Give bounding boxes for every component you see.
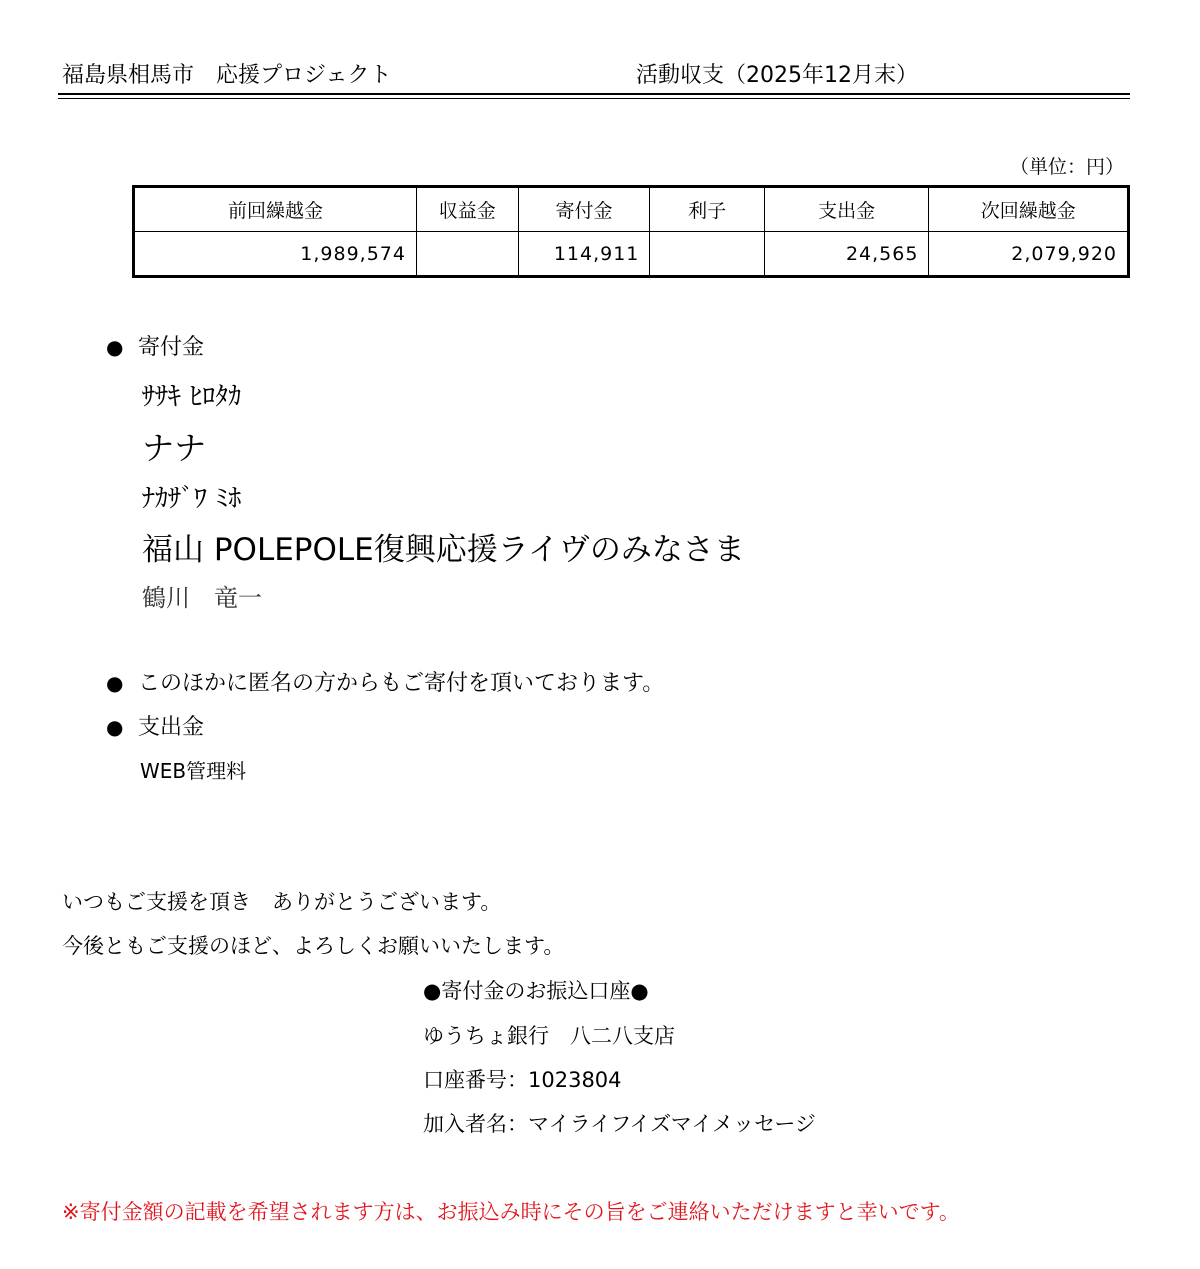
value-donations: 114,911: [518, 232, 650, 277]
period-title: 活動収支（2025年12月末）: [636, 63, 918, 88]
value-interest: [650, 232, 765, 277]
summary-header-row: [134, 187, 1129, 232]
value-expenses: 24,565: [764, 232, 929, 277]
thanks-line: 今後ともご支援のほど、よろしくお願いいたします。: [62, 934, 565, 958]
value-previous-balance: 1,989,574: [134, 232, 417, 277]
expense-item: WEB管理料: [140, 759, 247, 783]
header-rule-thin: [58, 98, 1130, 99]
col-expenses: 支出金: [764, 187, 929, 232]
donor-name: ｻｻｷ ﾋﾛﾀｶ: [142, 382, 242, 412]
account-holder: 加入者名：マイライフイズマイメッセージ: [423, 1112, 816, 1136]
donor-name: ナナ: [142, 429, 207, 467]
summary-value-row: [134, 232, 1129, 277]
header-rule: [58, 93, 1130, 95]
col-donations: 寄付金: [518, 187, 650, 232]
summary-table: [132, 185, 1130, 278]
anonymous-note-text: このほかに匿名の方からもご寄付を頂いております。: [138, 671, 665, 696]
col-previous-balance: 前回繰越金: [134, 187, 417, 232]
account-bank: ゆうちょ銀行 八二八支店: [423, 1024, 675, 1048]
col-revenue: 収益金: [416, 187, 518, 232]
donations-heading-label: 寄付金: [138, 335, 205, 360]
donor-name: 福山 POLEPOLE復興応援ライヴのみなさま: [142, 532, 745, 568]
notice-text: ※寄付金額の記載を希望されます方は、お振込み時にその旨をご連絡いただけますと幸いです。: [62, 1200, 960, 1224]
donor-name: ﾅｶｻﾞﾜ ﾐﾎ: [142, 484, 242, 514]
account-title: ●寄付金のお振込口座●: [423, 979, 649, 1003]
thanks-line: いつもご支援を頂き ありがとうございます。: [62, 890, 502, 914]
donations-heading: [106, 330, 204, 361]
expenses-heading-label: 支出金: [138, 715, 205, 740]
bullet-icon: ●: [106, 671, 124, 695]
col-interest: 利子: [650, 187, 765, 232]
project-title: 福島県相馬市 応援プロジェクト: [62, 63, 392, 88]
bullet-icon: ●: [106, 715, 124, 739]
donor-name: 鶴川 竜一: [142, 584, 262, 612]
unit-label: （単位：円）: [1009, 156, 1124, 178]
expenses-heading: [106, 710, 204, 741]
bullet-icon: ●: [106, 335, 124, 359]
anonymous-note: [106, 666, 664, 697]
col-next-balance: 次回繰越金: [929, 187, 1129, 232]
value-next-balance: 2,079,920: [929, 232, 1129, 277]
account-number: 口座番号：1023804: [423, 1068, 622, 1092]
value-revenue: [416, 232, 518, 277]
